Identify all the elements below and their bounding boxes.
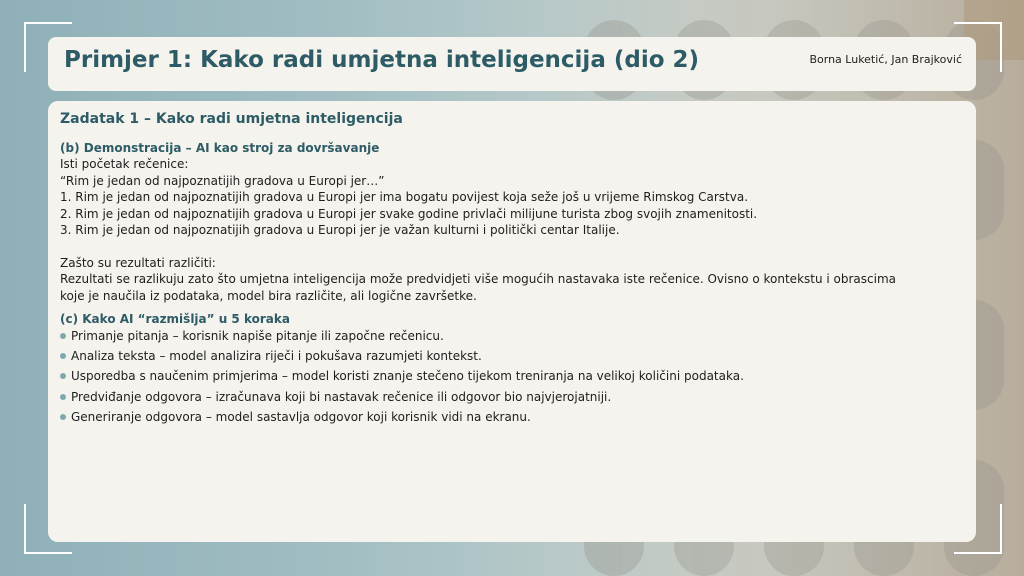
text-line: Rezultati se razlikuju zato što umjetna inteligencija može predvidjeti više mogućih nastavaka iste rečenice. Ovisno o kontekstu i obrascima [60,272,897,286]
title-panel [48,37,976,91]
step-text: Usporedba s naučenim primjerima – model koristi znanje stečeno tijekom treniranja na velikoj količini podataka. [71,369,744,384]
spacer [60,239,964,255]
bullet-icon [60,333,66,339]
slide-title: Primjer 1: Kako radi umjetna inteligencija (dio 2) [64,47,700,73]
step-text: Predviđanje odgovora – izračunava koji bi nastavak rečenice ili odgovor bio najvjerojatniji. [71,389,612,404]
list-item [60,409,964,425]
bullet-icon [60,353,66,359]
text-line: 3. Rim je jedan od najpoznatijih gradova u Europi jer je važan kulturni i politički centar Italije. [60,223,620,237]
bullet-icon [60,373,66,379]
text-line: “Rim je jedan od najpoznatijih gradova u Europi jer…” [60,173,385,188]
text-line: koje je naučila iz podataka, model bira različite, ali logične završetke. [60,288,477,303]
step-text: Primanje pitanja – korisnik napiše pitanje ili započne rečenicu. [71,329,444,343]
bullet-icon [60,394,66,400]
content-panel [48,101,976,542]
steps-list [60,328,964,425]
step-text: Generiranje odgovora – model sastavlja odgovor koji korisnik vidi na ekranu. [71,409,531,424]
task-heading: Zadatak 1 – Kako radi umjetna inteligencija [60,111,403,127]
text-line: 2. Rim je jedan od najpoznatijih gradova u Europi jer svake godine privlači milijune turista zbog svojih znamenitosti. [60,206,758,221]
bullet-icon [60,414,66,420]
list-item [60,389,964,405]
list-item [60,328,964,344]
list-item [60,348,964,364]
authors: Borna Luketić, Jan Brajković [809,53,962,66]
text-line: Zašto su rezultati različiti: [60,255,216,270]
step-text: Analiza teksta – model analizira riječi i pokušava razumjeti kontekst. [71,349,482,364]
section-b-heading: (b) Demonstracija – AI kao stroj za dovršavanje [60,141,380,155]
section-c-heading: (c) Kako AI “razmišlja” u 5 koraka [60,312,290,326]
text-line: Isti početak rečenice: [60,157,189,171]
text-line: 1. Rim je jedan od najpoznatijih gradova u Europi jer ima bogatu povijest koja seže još u vrijeme Rimskog Carstva. [60,190,749,204]
list-item [60,368,964,384]
